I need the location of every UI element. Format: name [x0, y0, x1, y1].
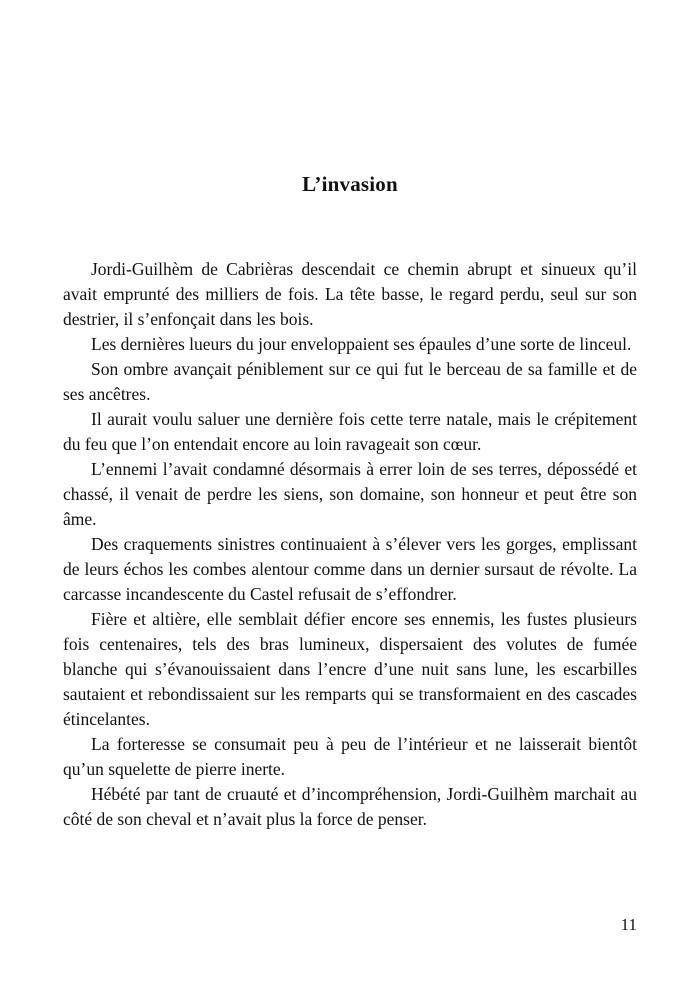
paragraph: Hébété par tant de cruauté et d’incompréhension, Jordi-Guilhèm marchait au côté de son cheval et n’avait plus la force de penser. — [63, 784, 637, 829]
paragraph: Son ombre avançait péniblement sur ce qui fut le berceau de sa famille et de ses ancêtres. — [63, 359, 637, 404]
page-number: 11 — [620, 915, 637, 934]
chapter-title: L’invasion — [302, 172, 398, 196]
paragraph: Des craquements sinistres continuaient à s’élever vers les gorges, emplissant de leurs échos les combes alentour comme dans un dernier sursaut de révolte. La carcasse incandescente du Castel refusait de s’effondrer. — [63, 534, 637, 604]
paragraph: Il aurait voulu saluer une dernière fois cette terre natale, mais le crépitement du feu que l’on entendait encore au loin ravageait son cœur. — [63, 409, 637, 454]
paragraph: Fière et altière, elle semblait défier encore ses ennemis, les fustes plusieurs fois centenaires, tels des bras lumineux, dispersaient des volutes de fumée blanche qui s’évanouissaient dans l’encre d’une nuit sans lune, les escarbilles sautaient et rebondissaient sur les remparts qui se transformaient en des cascades étincelantes. — [63, 609, 637, 729]
paragraph: Jordi-Guilhèm de Cabrièras descendait ce chemin abrupt et sinueux qu’il avait emprunté des milliers de fois. La tête basse, le regard perdu, seul sur son destrier, il s’enfonçait dans les bois. — [63, 259, 637, 329]
paragraph: L’ennemi l’avait condamné désormais à errer loin de ses terres, dépossédé et chassé, il venait de perdre les siens, son domaine, son honneur et peut être son âme. — [63, 459, 637, 529]
body-text — [63, 257, 637, 832]
paragraph: Les dernières lueurs du jour enveloppaient ses épaules d’une sorte de linceul. — [91, 334, 632, 354]
paragraph: La forteresse se consumait peu à peu de l’intérieur et ne laisserait bientôt qu’un squelette de pierre inerte. — [63, 734, 637, 779]
